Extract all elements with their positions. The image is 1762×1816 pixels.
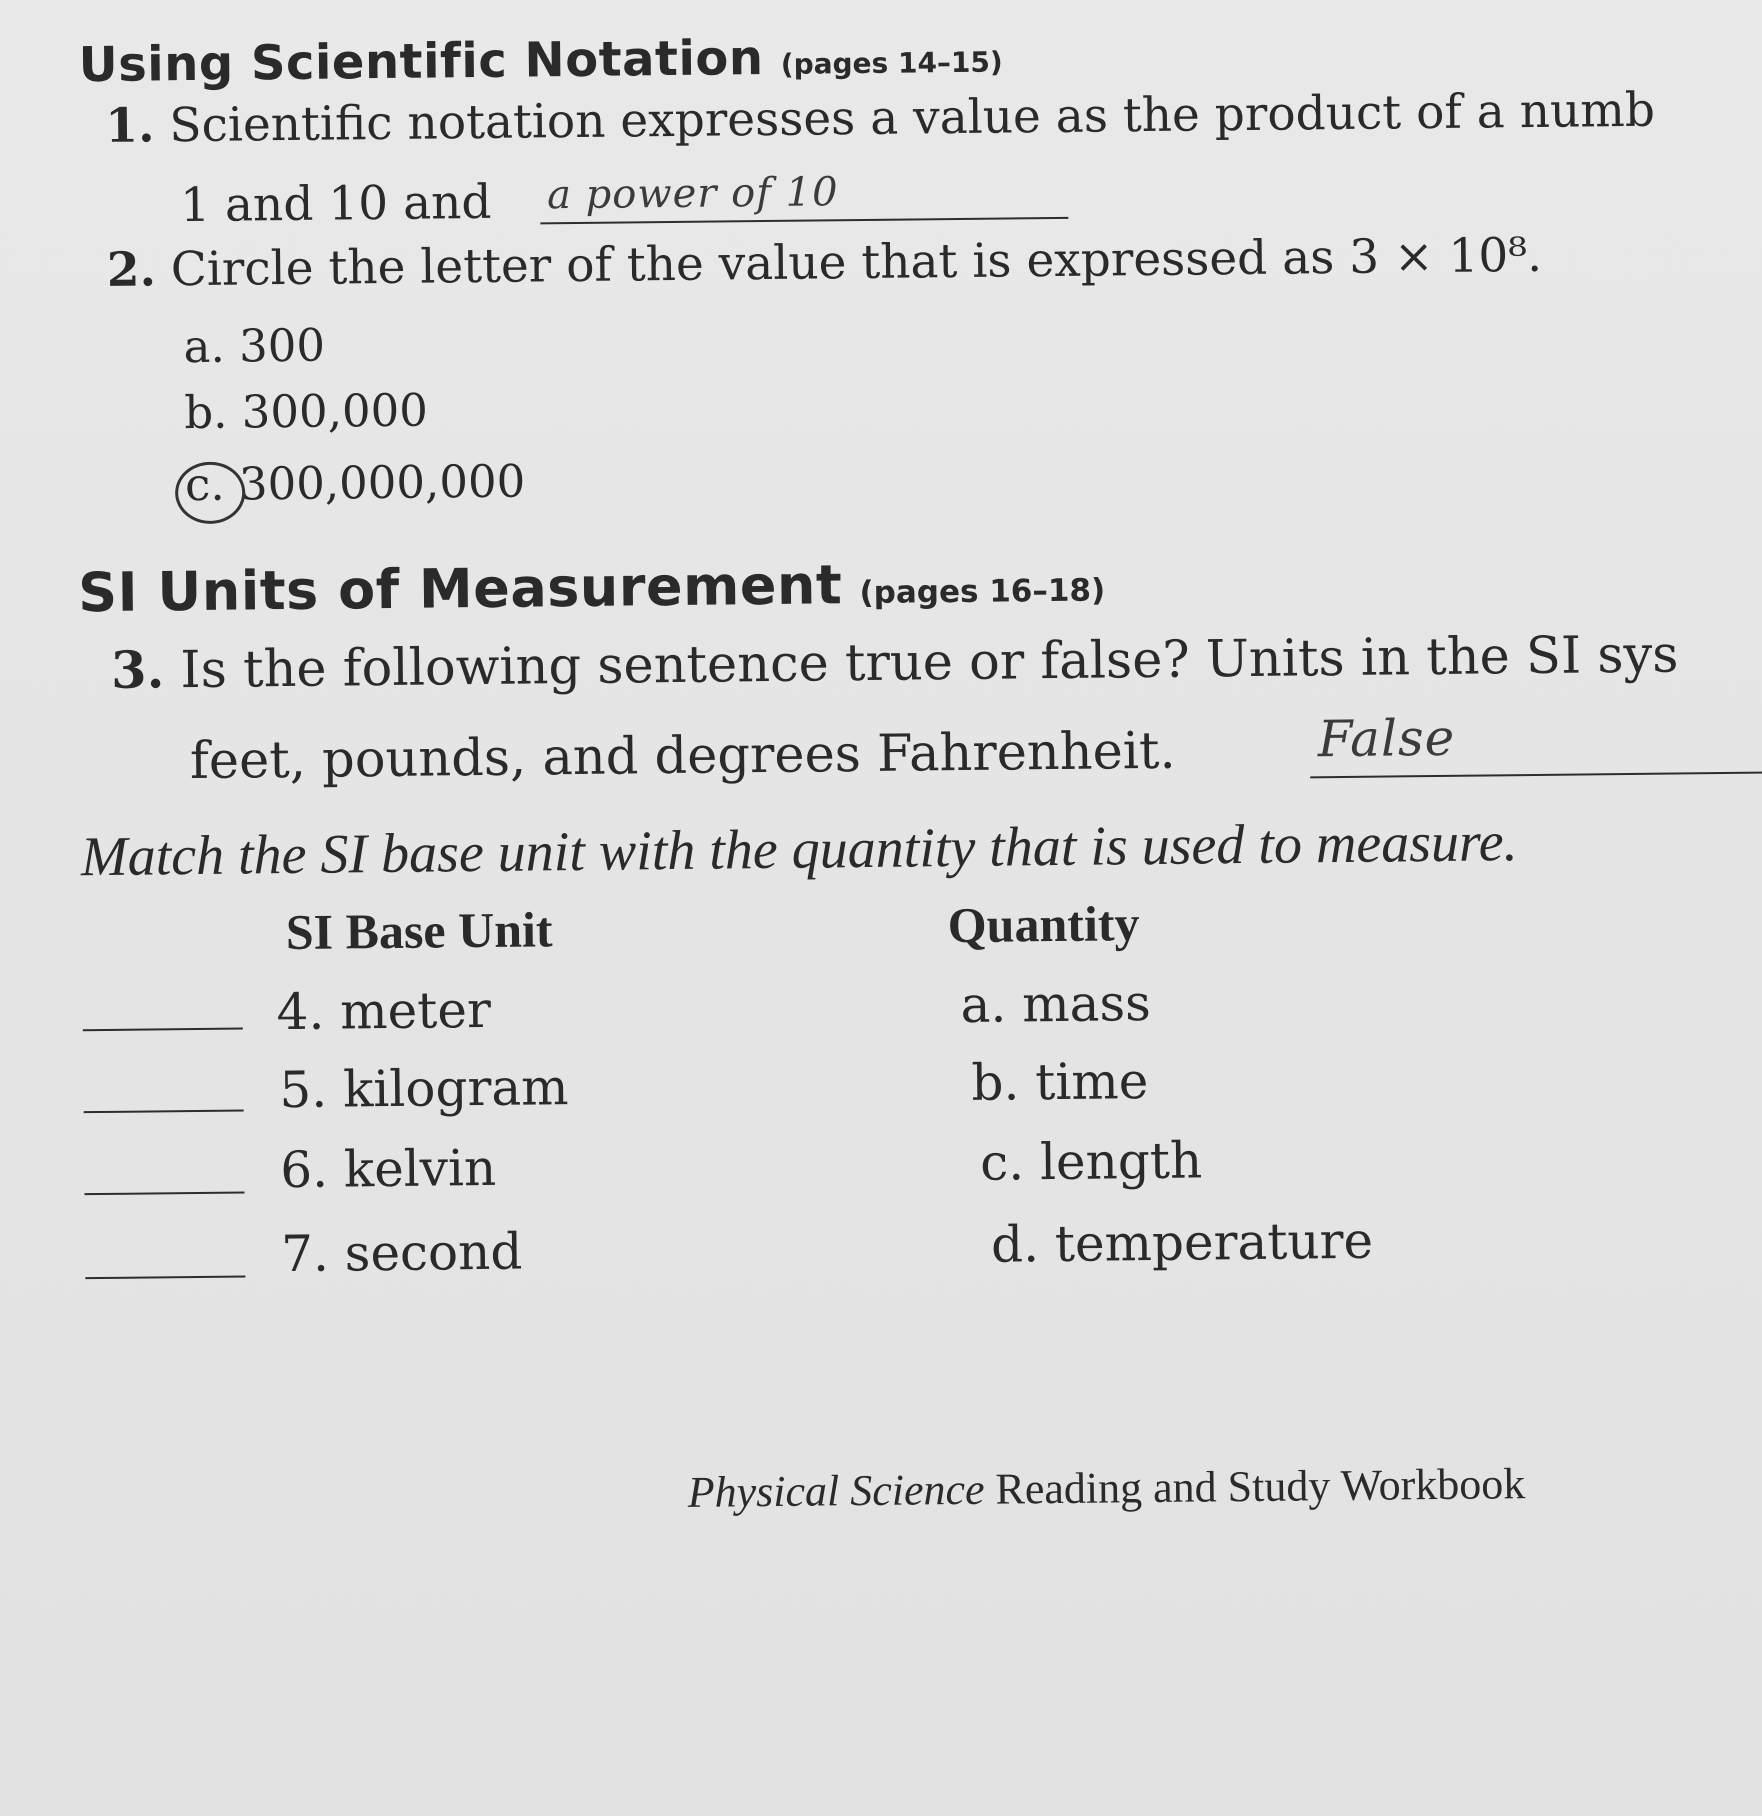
quantity-item-length: c. length <box>979 1131 1203 1192</box>
unit-item-kilogram: 5. kilogram <box>279 1058 569 1120</box>
column-header-si-base-unit: SI Base Unit <box>285 901 553 961</box>
unit-item-kelvin: 6. kelvin <box>279 1138 497 1200</box>
question-2 <box>107 228 1543 298</box>
unit-item-second: 7. second <box>280 1222 523 1284</box>
match-blank-7 <box>85 1276 245 1280</box>
option-value: 300,000 <box>241 383 429 439</box>
question-1-line2: 1 and 10 and <box>179 174 492 234</box>
workbook-footer <box>687 1458 1525 1518</box>
section-pages: (pages 14–15) <box>780 45 1003 81</box>
question-3-text: Is the following sentence true or false? Units in the SI sys <box>180 625 1679 701</box>
option-b <box>184 384 428 440</box>
footer-italic-title: Physical Science <box>687 1464 985 1517</box>
match-blank-4 <box>83 1028 243 1032</box>
question-2-text: Circle the letter of the value that is expressed as <box>170 230 1335 298</box>
quantity-item-temperature: d. temperature <box>990 1211 1374 1274</box>
unit-item-meter: 4. meter <box>276 980 492 1042</box>
question-2-expression: 3 × 10⁸. <box>1348 227 1543 285</box>
circled-answer-mark <box>175 461 246 524</box>
option-value: 300 <box>238 318 326 373</box>
option-a <box>183 319 325 373</box>
handwritten-answer-3: False <box>1317 708 1456 769</box>
quantity-item-time: b. time <box>971 1052 1149 1112</box>
match-blank-5 <box>84 1110 244 1114</box>
option-value: 300,000,000 <box>238 454 526 511</box>
option-letter: c. <box>184 457 225 512</box>
section-title: SI Units of Measurement <box>77 553 843 625</box>
section-pages: (pages 16–18) <box>859 572 1106 612</box>
answer-blank-3 <box>1310 772 1762 779</box>
question-number: 1. <box>105 98 155 154</box>
section-heading-si-units <box>78 550 1106 624</box>
question-number: 2. <box>106 242 157 298</box>
section-title: Using Scientific Notation <box>78 30 764 94</box>
answer-blank-1 <box>540 217 1068 225</box>
footer-title-rest: Reading and Study Workbook <box>984 1459 1526 1514</box>
question-1 <box>105 83 1655 154</box>
matching-instruction: Match the SI base unit with the quantity that is used to measure. <box>80 811 1518 889</box>
option-letter: b. <box>184 385 228 440</box>
option-letter: a. <box>183 319 226 374</box>
handwritten-answer-1: a power of 10 <box>546 169 839 219</box>
section-heading-scientific-notation <box>78 28 1003 94</box>
question-3 <box>111 624 1679 700</box>
question-number: 3. <box>110 640 165 701</box>
column-header-quantity: Quantity <box>947 895 1140 954</box>
question-1-text: Scientific notation expresses a value as the product of a numb <box>169 82 1656 154</box>
match-blank-6 <box>84 1192 244 1196</box>
quantity-item-mass: a. mass <box>960 974 1152 1034</box>
question-3-line2: feet, pounds, and degrees Fahrenheit. <box>189 721 1177 792</box>
